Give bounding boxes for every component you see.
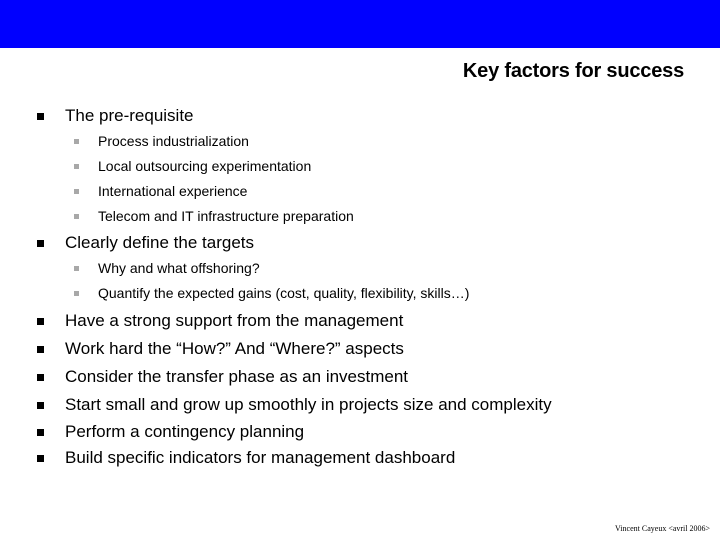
bullet-text: The pre-requisite [65, 106, 194, 125]
sub-bullet-text: Telecom and IT infrastructure preparation [98, 208, 354, 224]
sub-bullet-text: Why and what offshoring? [98, 260, 260, 276]
sub-bullet-icon [74, 164, 79, 169]
sub-bullet-icon [74, 291, 79, 296]
square-bullet-icon [37, 113, 44, 120]
square-bullet-icon [37, 374, 44, 381]
square-bullet-icon [37, 402, 44, 409]
sub-bullet-icon [74, 214, 79, 219]
bullet-text: Perform a contingency planning [65, 422, 305, 441]
sub-bullet-icon [74, 139, 79, 144]
sub-bullet-text: Process industrialization [98, 133, 249, 149]
sub-bullet-text: Local outsourcing experimentation [98, 158, 312, 174]
bullet-text: Have a strong support from the management [65, 311, 404, 330]
sub-bullet-text: Quantify the expected gains (cost, quality, flexibility, skills…) [98, 285, 470, 301]
bullet-text: Clearly define the targets [65, 233, 254, 252]
square-bullet-icon [37, 455, 44, 462]
square-bullet-icon [37, 346, 44, 353]
header-bar [0, 0, 720, 48]
square-bullet-icon [37, 318, 44, 325]
footer-credit: Vincent Cayeux <avril 2006> [615, 524, 710, 533]
square-bullet-icon [37, 429, 44, 436]
sub-bullet-text: International experience [98, 183, 248, 199]
bullet-text: Consider the transfer phase as an investment [65, 367, 409, 386]
square-bullet-icon [37, 240, 44, 247]
slide-title: Key factors for success [462, 60, 684, 82]
bullet-text: Start small and grow up smoothly in projects size and complexity [65, 395, 552, 414]
sub-bullet-icon [74, 189, 79, 194]
bullet-text: Work hard the “How?” And “Where?” aspects [65, 339, 404, 358]
bullet-text: Build specific indicators for management dashboard [65, 448, 456, 467]
sub-bullet-icon [74, 266, 79, 271]
